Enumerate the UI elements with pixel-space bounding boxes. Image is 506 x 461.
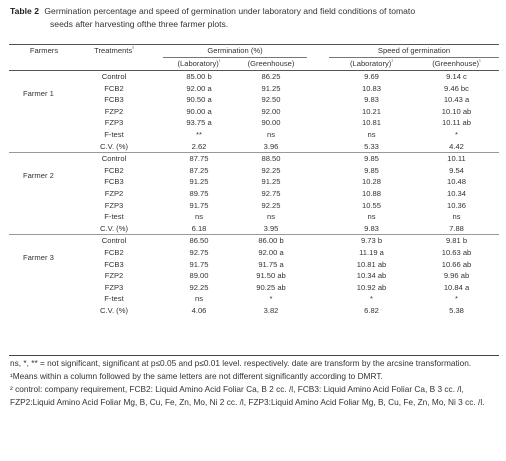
speed-lab-cell: 9.73 b	[329, 235, 414, 247]
germination-lab-cell: ns	[194, 212, 204, 222]
speed-lab-cell: ns	[367, 212, 376, 222]
speed-lab-cell: 5.33	[364, 141, 379, 151]
farmer-label: Farmer 1	[23, 88, 54, 98]
spacer-cell	[149, 117, 163, 129]
footnote-1: ¹Means within a column followed by the same letters are not different significantly according to DMRT.	[10, 371, 383, 381]
farmer-cell-empty	[9, 106, 79, 118]
table-row	[9, 282, 499, 294]
germination-greenhouse-cell: 3.96	[263, 141, 279, 151]
farmer-cell-empty	[9, 153, 79, 165]
table-body	[9, 71, 499, 317]
farmer-cell-empty	[9, 235, 79, 247]
speed-greenhouse-cell: 9.81 b	[414, 235, 499, 247]
farmer-label: Farmer 3	[23, 252, 54, 262]
farmer-cell-empty	[9, 282, 79, 294]
speed-lab-cell: 11.19 a	[359, 247, 384, 257]
spacer-cell	[149, 176, 163, 188]
germination-lab-cell: 92.00 a	[186, 83, 212, 93]
table-notes	[10, 357, 500, 409]
spacer-cell	[307, 235, 329, 247]
germination-greenhouse-cell: 92.25	[261, 165, 281, 175]
spacer-cell	[149, 293, 163, 305]
treatment-cell: F-test	[104, 212, 124, 222]
header-speed-greenhouse: (Greenhouse)$^{^1}$	[414, 58, 499, 71]
treatment-cell: FCB2	[104, 247, 124, 257]
spacer-cell	[307, 247, 329, 259]
spacer-cell	[307, 293, 329, 305]
header-germination-laboratory: (Laboratory)$^{^1}$	[163, 58, 235, 71]
table-row	[9, 129, 499, 141]
speed-lab-cell: 10.28	[361, 177, 381, 187]
table-caption	[10, 5, 498, 31]
treatment-cell: Control	[101, 72, 127, 81]
caption-line-2: seeds after harvesting ofthe three farmer plots.	[50, 19, 229, 29]
speed-greenhouse-cell: *	[455, 129, 458, 139]
speed-lab-cell: ns	[367, 129, 376, 139]
spacer-cell	[149, 235, 163, 247]
spacer-cell	[307, 153, 329, 165]
spacer-cell	[307, 117, 329, 129]
speed-greenhouse-cell: 5.38	[449, 305, 464, 315]
spacer-cell	[307, 71, 329, 83]
spacer-cell	[307, 129, 329, 141]
speed-lab-cell: 9.83	[364, 95, 379, 105]
speed-lab-cell: 9.85	[329, 153, 414, 165]
table-row	[9, 153, 499, 165]
table-row	[9, 235, 499, 247]
germination-lab-cell: 2.62	[191, 141, 207, 151]
header-treatments: Treatments$^{^2}$	[79, 45, 149, 58]
treatment-cell: FZP2	[104, 271, 124, 281]
header-row-2	[9, 58, 499, 71]
speed-lab-cell: 6.82	[364, 305, 379, 315]
speed-lab-cell: 10.88	[361, 188, 381, 198]
speed-lab-cell: 10.83	[361, 83, 381, 93]
germination-greenhouse-cell: 92.25	[261, 200, 281, 210]
speed-greenhouse-cell: 10.11	[414, 153, 499, 165]
farmer-cell-empty	[9, 305, 79, 317]
speed-lab-cell: 9.69	[364, 72, 379, 81]
table-row	[9, 176, 499, 188]
footnote-2: ² control: company requirement, FCB2: Liquid Amino Acid Foliar Ca, B 2 cc. /l, FCB3: Liquid Amino Acid Foliar Ca, B 3 cc. /l, FZP2:Liquid Amino Acid Foliar Mg, B, Cu, Fe, Zn, Mo, Ni 2 cc. /l, FZP3:Liquid Amino Acid Foliar Mg, B, Cu, Fe, Zn, Mo, Ni 3 cc. /l.	[10, 384, 485, 407]
treatment-cell: FCB3	[104, 177, 124, 187]
speed-lab-cell: 10.34 ab	[356, 271, 387, 281]
germination-greenhouse-cell: ns	[266, 212, 276, 222]
spacer-cell	[307, 94, 329, 106]
germination-greenhouse-cell: 90.00	[261, 118, 281, 128]
spacer-cell	[149, 83, 163, 95]
germination-lab-cell: 92.75	[189, 247, 209, 257]
speed-lab-cell: 10.55	[361, 200, 381, 210]
speed-greenhouse-cell: 4.42	[449, 141, 464, 151]
farmer-cell-empty	[9, 141, 79, 153]
speed-greenhouse-cell: *	[455, 294, 458, 304]
germination-greenhouse-cell: 91.25	[261, 83, 281, 93]
germination-greenhouse-cell: 88.50	[235, 153, 307, 165]
spacer-cell	[149, 106, 163, 118]
farmer-cell-empty	[9, 71, 79, 83]
spacer-cell	[149, 129, 163, 141]
speed-greenhouse-cell: 10.43 a	[443, 95, 470, 105]
germination-lab-cell: 91.25	[189, 177, 209, 187]
spacer-cell	[149, 282, 163, 294]
germination-lab-cell: 85.00 b	[186, 72, 212, 81]
germination-greenhouse-cell: 86.00 b	[235, 235, 307, 247]
spacer-cell	[307, 200, 329, 212]
treatment-cell: C.V. (%)	[100, 305, 128, 315]
table-row	[9, 141, 499, 153]
spacer-cell	[307, 83, 329, 95]
bottom-rule	[9, 355, 499, 356]
speed-greenhouse-cell: 9.54	[449, 165, 464, 175]
treatment-cell: C.V. (%)	[100, 223, 128, 233]
treatment-cell: FZP3	[104, 118, 124, 128]
table-row	[9, 200, 499, 212]
germination-greenhouse-cell: 3.82	[263, 305, 279, 315]
spacer-cell	[307, 165, 329, 177]
spacer-cell	[149, 270, 163, 282]
germination-lab-cell: 89.00	[189, 271, 209, 281]
germination-greenhouse-cell: ns	[266, 129, 276, 139]
germination-lab-cell: 90.00 a	[186, 106, 212, 116]
germination-greenhouse-cell: 86.25	[261, 72, 281, 81]
spacer-cell	[149, 188, 163, 200]
table-row	[9, 211, 499, 223]
speed-greenhouse-cell: 9.14 c	[446, 72, 467, 81]
caption-text-1: Germination percentage and speed of germination under laboratory and field conditions of tomato	[44, 6, 416, 16]
treatment-cell: FCB2	[104, 83, 124, 93]
spacer-cell	[149, 71, 163, 83]
germination-greenhouse-cell: 92.00 a	[258, 247, 284, 257]
table-row	[9, 165, 499, 177]
speed-lab-cell: 10.92 ab	[356, 282, 387, 292]
table-row	[9, 188, 499, 200]
spacer-cell	[149, 211, 163, 223]
germination-lab-cell: 93.75 a	[186, 118, 212, 128]
table-row	[9, 94, 499, 106]
spacer-cell	[307, 141, 329, 153]
germination-lab-cell: 87.75	[163, 153, 235, 165]
speed-lab-cell: 9.85	[364, 165, 379, 175]
spacer-cell	[307, 176, 329, 188]
table-row	[9, 117, 499, 129]
speed-greenhouse-cell: 10.84 a	[443, 282, 470, 292]
spacer-cell	[307, 282, 329, 294]
farmer-cell-empty	[9, 211, 79, 223]
germination-lab-cell: 92.25	[189, 282, 209, 292]
treatment-cell: F-test	[104, 129, 124, 139]
speed-greenhouse-cell: 10.48	[447, 177, 467, 187]
germination-greenhouse-cell: 91.50 ab	[256, 271, 286, 281]
results-table	[9, 44, 499, 316]
germination-lab-cell: 91.75	[189, 259, 209, 269]
speed-lab-cell: 10.81	[361, 118, 381, 128]
table-row	[9, 293, 499, 305]
germination-greenhouse-cell: 3.95	[263, 223, 279, 233]
treatment-cell: FCB3	[104, 259, 124, 269]
spacer-cell	[149, 223, 163, 235]
spacer-cell	[307, 188, 329, 200]
farmer-cell-empty	[9, 223, 79, 235]
speed-greenhouse-cell: 9.96 ab	[443, 271, 470, 281]
farmer-label: Farmer 2	[23, 170, 54, 180]
table-row	[9, 259, 499, 271]
farmer-cell-empty	[9, 293, 79, 305]
germination-lab-cell: 87.25	[189, 165, 209, 175]
speed-greenhouse-cell: 10.34	[447, 188, 467, 198]
farmer-cell-empty	[9, 117, 79, 129]
speed-greenhouse-cell: 10.11 ab	[442, 118, 471, 128]
treatment-cell: FZP3	[104, 282, 124, 292]
spacer-cell	[149, 259, 163, 271]
table-row	[9, 247, 499, 259]
speed-greenhouse-cell: 9.46 bc	[444, 83, 469, 93]
treatment-cell: FZP2	[104, 106, 124, 116]
significance-note: ns, *, ** = not significant, significant at p≤0.05 and p≤0.01 level. respectively. date are transform by the arcsine transformation.	[10, 358, 472, 368]
table-row	[9, 106, 499, 118]
germination-lab-cell: ns	[194, 294, 204, 304]
germination-lab-cell: 4.06	[191, 305, 207, 315]
farmer-cell-empty	[9, 188, 79, 200]
germination-greenhouse-cell: 92.50	[261, 95, 281, 105]
farmer-cell-empty	[9, 270, 79, 282]
spacer-cell	[307, 211, 329, 223]
header-speed-laboratory: (Laboratory)$^{^1}$	[329, 58, 414, 71]
germination-greenhouse-cell: 91.75 a	[258, 259, 284, 269]
table-row	[9, 83, 499, 95]
header-speed: Speed of germination	[329, 45, 499, 58]
treatment-cell: C.V. (%)	[100, 141, 128, 151]
spacer-cell	[307, 305, 329, 317]
germination-greenhouse-cell: 90.25 ab	[256, 282, 286, 292]
speed-greenhouse-cell: 10.36	[447, 200, 467, 210]
treatment-cell: FZP3	[104, 200, 124, 210]
treatment-cell: F-test	[104, 294, 124, 304]
spacer-cell	[307, 106, 329, 118]
speed-greenhouse-cell: 10.63 ab	[441, 247, 472, 257]
table-label: Table 2	[10, 6, 39, 16]
germination-greenhouse-cell: 92.75	[261, 188, 281, 198]
treatment-cell: FCB2	[104, 165, 124, 175]
farmer-cell-empty	[9, 200, 79, 212]
germination-lab-cell: 6.18	[191, 223, 207, 233]
germination-greenhouse-cell: 92.00	[261, 106, 281, 116]
germination-lab-cell: 91.75	[189, 200, 209, 210]
germination-lab-cell: 90.50 a	[186, 95, 212, 105]
speed-lab-cell: 10.81 ab	[356, 259, 387, 269]
header-germination-greenhouse: (Greenhouse)	[235, 58, 307, 71]
speed-lab-cell: 10.21	[361, 106, 381, 116]
treatment-cell: FCB3	[104, 95, 124, 105]
germination-greenhouse-cell: *	[269, 294, 273, 304]
spacer-cell	[149, 165, 163, 177]
table-row	[9, 223, 499, 235]
spacer-cell	[307, 259, 329, 271]
spacer-cell	[149, 305, 163, 317]
spacer-cell	[149, 153, 163, 165]
germination-greenhouse-cell: 91.25	[261, 177, 281, 187]
germination-lab-cell: 89.75	[189, 188, 209, 198]
treatment-cell: Control	[79, 235, 149, 247]
speed-greenhouse-cell: ns	[452, 212, 461, 222]
header-row-1	[9, 45, 499, 58]
germination-lab-cell: 86.50	[163, 235, 235, 247]
speed-greenhouse-cell: 10.10 ab	[441, 106, 472, 116]
header-germination: Germination (%)	[163, 45, 307, 58]
spacer-cell	[149, 94, 163, 106]
table-row	[9, 71, 499, 83]
speed-lab-cell: *	[370, 294, 373, 304]
spacer-cell	[149, 200, 163, 212]
table-row	[9, 305, 499, 317]
caption-line-1	[10, 5, 498, 18]
header-farmers: Farmers	[9, 45, 79, 58]
treatment-cell: Control	[79, 153, 149, 165]
treatment-cell: FZP2	[104, 188, 124, 198]
speed-greenhouse-cell: 7.88	[449, 223, 464, 233]
farmer-cell-empty	[9, 129, 79, 141]
speed-lab-cell: 9.83	[364, 223, 379, 233]
spacer-cell	[149, 247, 163, 259]
spacer-cell	[149, 141, 163, 153]
speed-greenhouse-cell: 10.66 ab	[441, 259, 472, 269]
germination-lab-cell: **	[196, 129, 202, 139]
spacer-cell	[307, 223, 329, 235]
spacer-cell	[307, 270, 329, 282]
table-row	[9, 270, 499, 282]
